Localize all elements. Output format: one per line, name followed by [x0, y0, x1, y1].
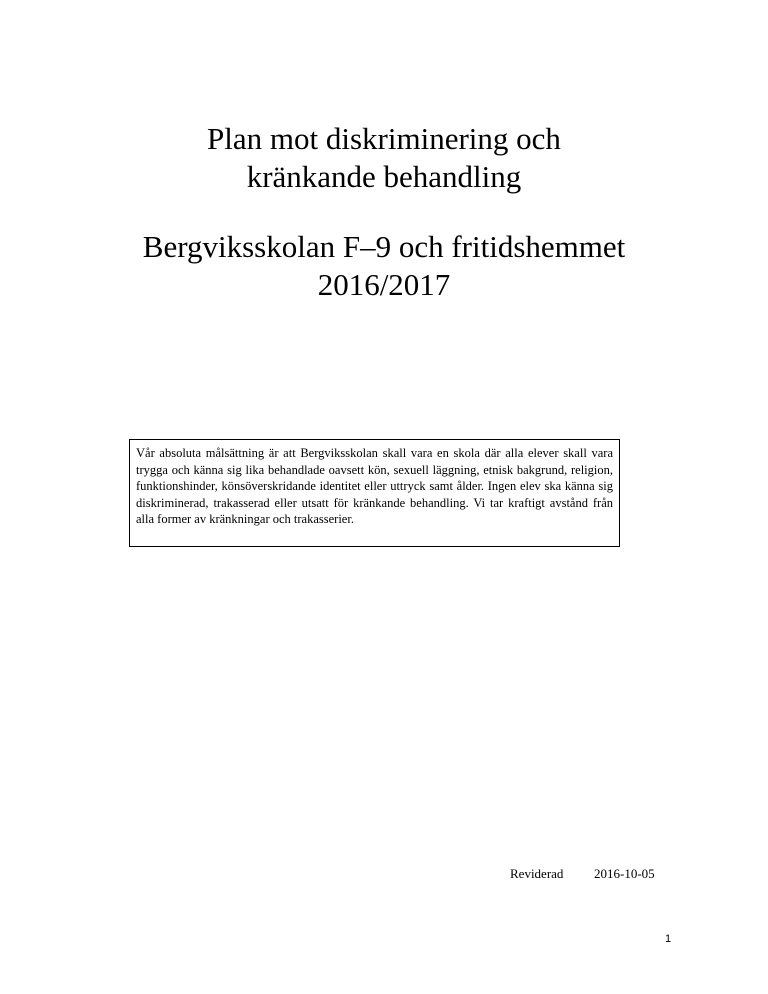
- revised-date: 2016-10-05: [594, 866, 655, 881]
- statement-box: [129, 439, 620, 547]
- document-title-line-1: Plan mot diskriminering och: [207, 121, 561, 156]
- document-title-line-2: kränkande behandling: [246, 159, 522, 194]
- revised-label: Reviderad: [510, 866, 564, 881]
- school-year-heading: 2016/2017: [317, 267, 451, 302]
- page-number: 1: [665, 933, 672, 945]
- school-name-heading: Bergviksskolan F–9 och fritidshemmet: [142, 229, 626, 264]
- statement-text: Vår absoluta målsättning är att Bergviksskolan skall vara en skola där alla elever skall vara trygga och känna sig lika behandlade oavsett kön, sexuell läggning, etnisk bakgrund, religion, funktionshinder, könsöverskridande identitet eller uttryck samt ålder. Ingen elev ska känna sig diskriminerad, trakasserad eller utsatt för kränkande behandling. Vi tar kraftigt avstånd från alla former av kränkningar och trakasserier.: [136, 446, 613, 527]
